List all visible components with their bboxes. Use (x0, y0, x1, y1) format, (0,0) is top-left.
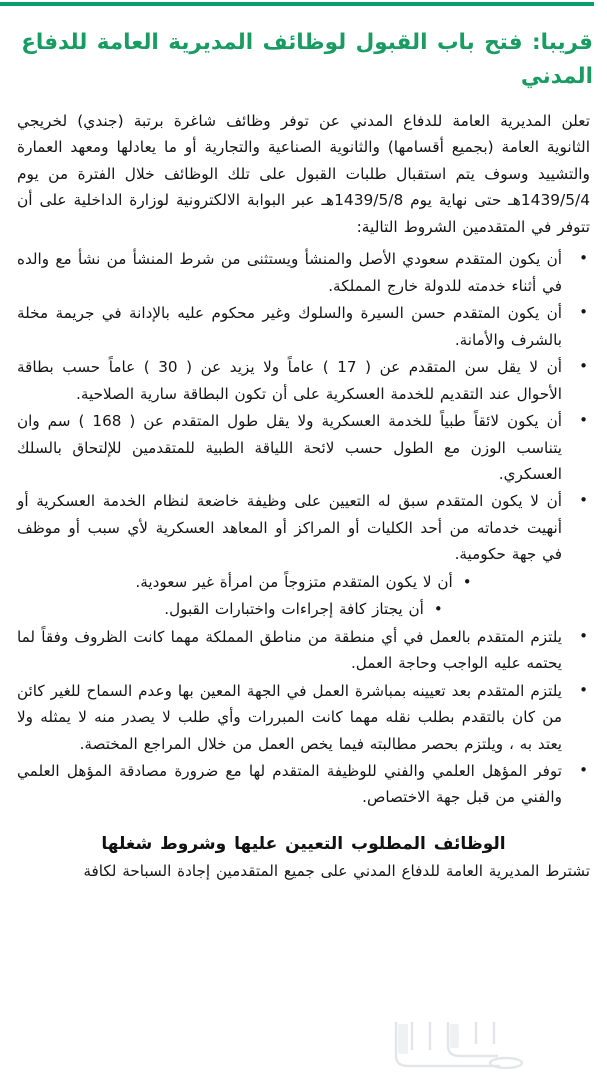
site-logo-watermark-icon (378, 1016, 538, 1074)
list-item: • أن يكون المتقدم سعودي الأصل والمنشأ ويستثنى من شرط المنشأ من نشأ مع والده في أثناء خدمته للدولة خارج المملكة. (17, 246, 590, 299)
list-item: • توفر المؤهل العلمي والفني للوظيفة المتقدم لها مع ضرورة مصادقة المؤهل العلمي والفني من قبل جهة الاختصاص. (17, 758, 590, 811)
list-item: • أن لا يكون المتقدم متزوجاً من امرأة غير سعودية. (17, 569, 590, 595)
intro-paragraph: تعلن المديرية العامة للدفاع المدني عن توفر وظائف شاغرة برتبة (جندي) لخريجي الثانوية العامة (بجميع أقسامها) والثانوية الصناعية والتجارية أو ما يعادلها ومعهد العمارة والتشييد وسوف يتم استقبال طلبات القبول على تلك الوظائف خلال الفترة من يوم 1439/5/4هـ حتى نهاية يوم 1439/5/8هـ عبر البوابة الالكترونية لوزارة الداخلية على أن تتوفر في المتقدمين الشروط التالية: (17, 111, 591, 236)
list-item: • أن لا يقل سن المتقدم عن ( 17 ) عاماً ولا يزيد عن ( 30 ) عاماً حسب بطاقة الأحوال عند التقديم للخدمة العسكرية على أن تكون البطاقة سارية الصلاحية. (17, 354, 590, 407)
section-heading: الوظائف المطلوب التعيين عليها وشروط شغلها (101, 833, 506, 854)
list-item: • أن يكون المتقدم حسن السيرة والسلوك وغير محكوم عليه بالإدانة في جريمة مخلة بالشرف والأمانة. (17, 300, 590, 353)
list-item: • أن لا يكون المتقدم سبق له التعيين على وظيفة خاضعة لنظام الخدمة العسكرية أو أنهيت خدماته من أحد الكليات أو المراكز أو المعاهد العسكرية لأي سبب أو موظف في جهة حكومية. (17, 488, 590, 567)
list-item: • يلتزم المتقدم بعد تعيينه بمباشرة العمل في الجهة المعين بها وعدم السماح للغير كائن من كان بالتقدم بطلب نقله مهما كانت المبررات وأي طلب لا يصدر منه لا يمثله ولا يعتد به ، ويلتزم بحصر مطالبته فيما يخص العمل من خلال المراجع المختصة. (17, 678, 590, 757)
list-item: • أن يكون لائقاً طبياً للخدمة العسكرية ولا يقل طول المتقدم عن ( 168 ) سم وان يتناسب الوزن مع الطول حسب لائحة اللياقة الطبية للمتقدمين للإلتحاق بالسلك العسكري. (17, 408, 590, 487)
section-body-paragraph: تشترط المديرية العامة للدفاع المدني على جميع المتقدمين إجادة السباحة لكافة (83, 861, 590, 880)
conditions-list (0, 240, 607, 811)
list-item: • أن يجتاز كافة إجراءات واختبارات القبول. (17, 596, 590, 622)
page-title: قريبا: فتح باب القبول لوظائف المديرية العامة للدفاع المدني (21, 30, 593, 89)
list-item: • يلتزم المتقدم بالعمل في أي منطقة من مناطق المملكة مهما كانت الظروف وفقاً لما يحتمه عليه الواجب وحاجة العمل. (17, 624, 590, 677)
